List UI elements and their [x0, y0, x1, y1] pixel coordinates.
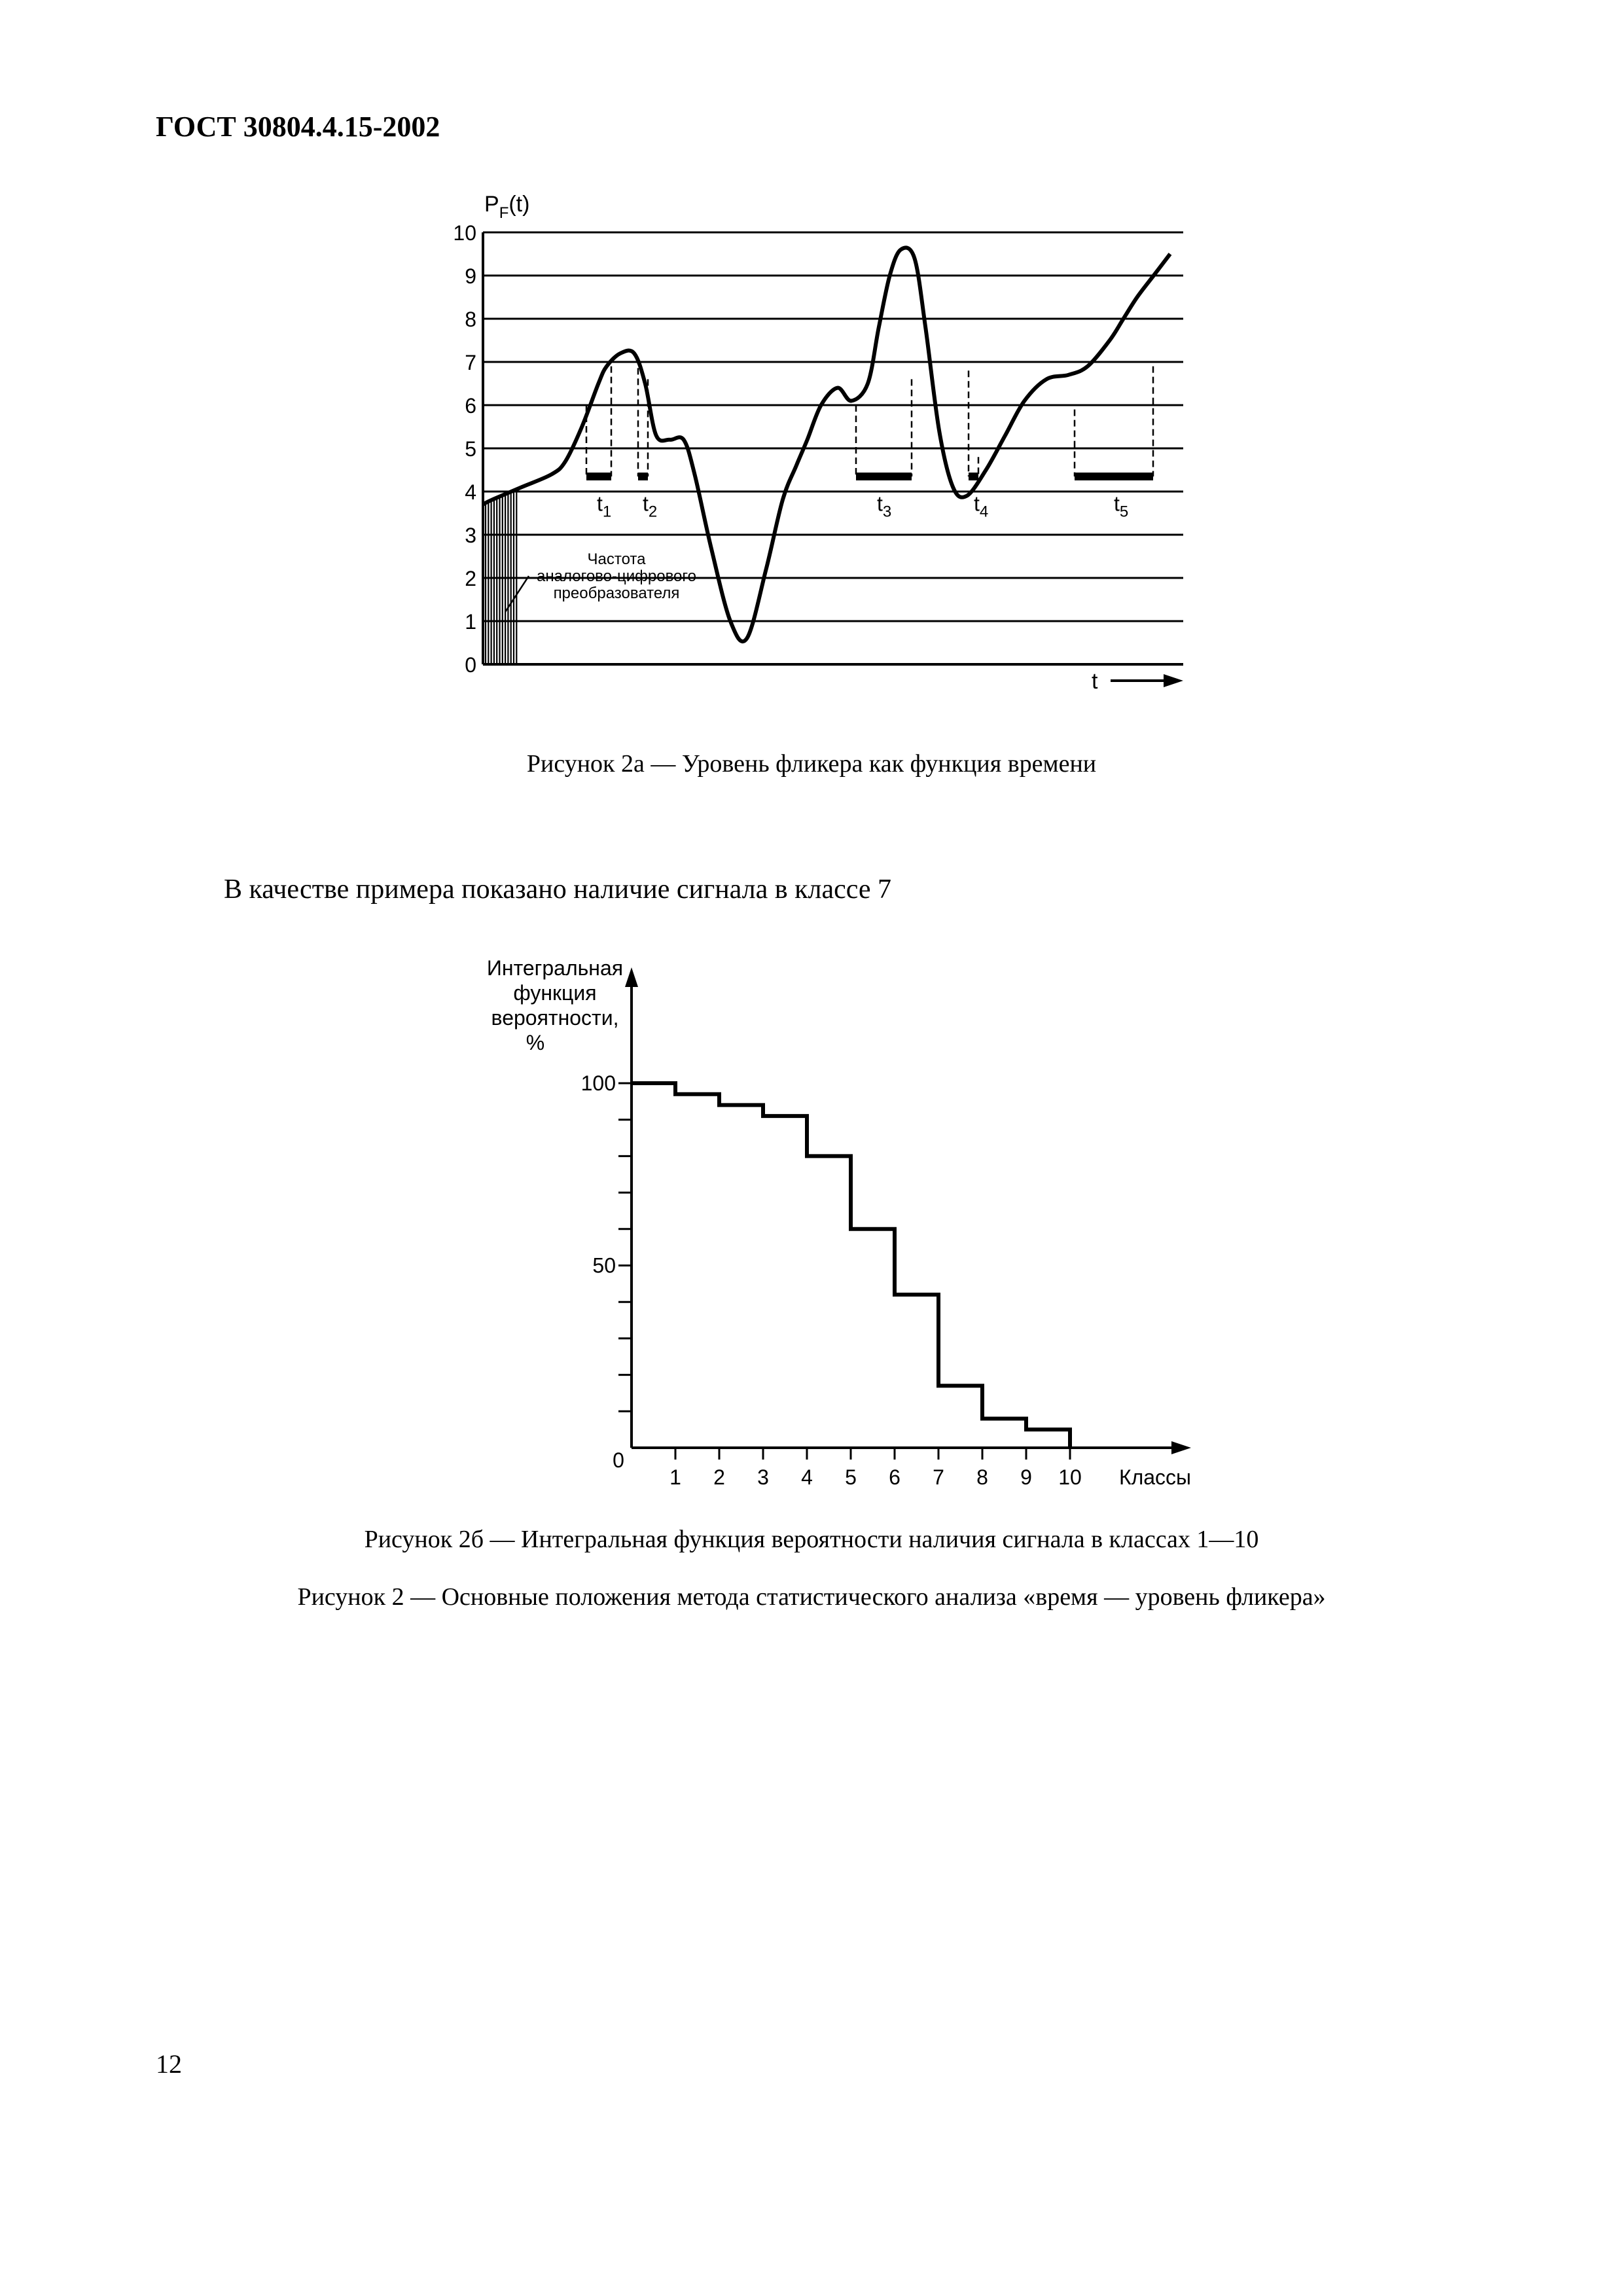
svg-text:аналогово-цифрового: аналогово-цифрового [537, 567, 696, 585]
svg-text:Частота: Частота [587, 550, 646, 568]
svg-text:преобразователя: преобразователя [553, 584, 680, 602]
y-tick-label-3: 3 [465, 524, 476, 547]
y-axis-arrow-head [625, 967, 638, 987]
figure-2a-caption: Рисунок 2а — Уровень фликера как функция времени [526, 750, 1097, 778]
figure-2b-caption: Рисунок 2б — Интегральная функция вероятности наличия сигнала в классах 1—10 [364, 1526, 1259, 1553]
y-tick-label-2: 2 [465, 567, 476, 590]
figure-2b-x-ticks [669, 1448, 1082, 1489]
y-tick-label-6: 6 [465, 394, 476, 418]
y-tick-label-7: 7 [465, 351, 476, 374]
svg-text:Интегральная: Интегральная [486, 956, 624, 980]
figure-2b-x-axis-label: Классы [1118, 1465, 1192, 1489]
example-text: В качестве примера показано наличие сигнала в классе 7 [224, 874, 892, 905]
y-tick-label-1: 1 [465, 610, 476, 634]
figure-2a-x-axis-label: t [1092, 669, 1098, 694]
x-tick-label: 6 [889, 1465, 901, 1489]
x-tick-label: 5 [845, 1465, 857, 1489]
y-tick-label: 100 [580, 1071, 616, 1095]
x-tick-label: 1 [669, 1465, 681, 1489]
figure-2b-y-ticks [581, 1071, 632, 1411]
document-header: ГОСТ 30804.4.15-2002 [156, 111, 440, 143]
x-tick-label: 3 [757, 1465, 769, 1489]
y-tick-label-10: 10 [453, 221, 476, 245]
x-tick-label: 9 [1020, 1465, 1032, 1489]
origin-label: 0 [613, 1448, 624, 1472]
x-tick-label: 4 [801, 1465, 813, 1489]
y-tick-label: 50 [592, 1253, 616, 1278]
y-tick-label-0: 0 [465, 653, 476, 677]
svg-text:%: % [526, 1031, 545, 1054]
figure-2-caption: Рисунок 2 — Основные положения метода статистического анализа «время — уровень фликера» [297, 1583, 1326, 1611]
interval-label: $t_2$ [643, 492, 658, 521]
x-axis-arrow-head-2b [1171, 1441, 1191, 1454]
y-tick-label-4: 4 [465, 480, 476, 504]
y-tick-label-9: 9 [465, 264, 476, 288]
page-number: 12 [156, 2049, 182, 2079]
interval-label: $t_4$ [974, 492, 989, 521]
figure-2b-y-axis-label [487, 956, 623, 1054]
interval-label: $t_5$ [1114, 492, 1129, 521]
interval-label: $t_3$ [877, 492, 892, 521]
x-tick-label: 8 [976, 1465, 988, 1489]
x-tick-label: 2 [713, 1465, 725, 1489]
svg-text:функция: функция [513, 981, 597, 1005]
cumulative-probability-step [632, 1083, 1070, 1448]
svg-text:вероятности,: вероятности, [491, 1006, 619, 1030]
interval-label: $t_1$ [597, 492, 612, 521]
x-tick-label: 7 [933, 1465, 944, 1489]
figure-2a-y-axis-label: $P_F(t)$ [484, 192, 530, 222]
y-tick-label-8: 8 [465, 308, 476, 331]
x-tick-label: 10 [1058, 1465, 1082, 1489]
y-tick-label-5: 5 [465, 437, 476, 461]
